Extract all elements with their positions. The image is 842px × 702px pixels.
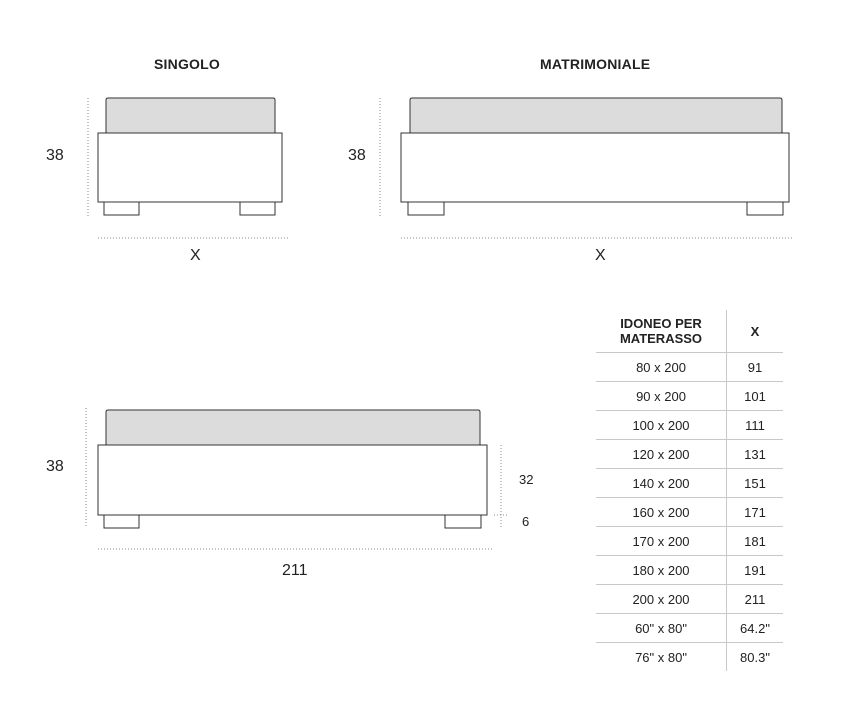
mattress-size-cell: 60" x 80" xyxy=(596,614,727,643)
side-upper-label: 32 xyxy=(519,472,534,487)
side-foot-label: 6 xyxy=(522,514,530,529)
matrimoniale-frame xyxy=(401,133,789,202)
side-mattress xyxy=(106,410,480,445)
singolo-width-label: X xyxy=(190,247,201,264)
x-value-cell: 151 xyxy=(727,469,784,498)
header-mattress: IDONEO PER MATERASSO xyxy=(619,316,703,346)
singolo-left-foot xyxy=(104,202,139,215)
side-length-label: 211 xyxy=(282,562,308,579)
mattress-size-cell: 76" x 80" xyxy=(596,643,727,672)
x-value-cell: 111 xyxy=(727,411,784,440)
x-value-cell: 101 xyxy=(727,382,784,411)
header-x: X xyxy=(727,310,784,353)
x-value-cell: 171 xyxy=(727,498,784,527)
matrimoniale-title: MATRIMONIALE xyxy=(540,56,651,72)
x-value-cell: 91 xyxy=(727,353,784,382)
table-row xyxy=(596,643,783,672)
matrimoniale-front-view xyxy=(380,98,792,238)
mattress-size-cell: 100 x 200 xyxy=(596,411,727,440)
x-value-cell: 211 xyxy=(727,585,784,614)
x-value-cell: 181 xyxy=(727,527,784,556)
x-value-cell: 131 xyxy=(727,440,784,469)
matrimoniale-width-label: X xyxy=(595,247,606,264)
table-row xyxy=(596,585,783,614)
matrimoniale-mattress xyxy=(410,98,782,133)
table-row xyxy=(596,469,783,498)
side-view xyxy=(86,408,508,549)
table-header-row xyxy=(596,310,783,353)
singolo-title: SINGOLO xyxy=(154,56,220,72)
singolo-right-foot xyxy=(240,202,275,215)
mattress-size-cell: 80 x 200 xyxy=(596,353,727,382)
table-row xyxy=(596,440,783,469)
mattress-size-cell: 200 x 200 xyxy=(596,585,727,614)
x-value-cell: 80.3" xyxy=(727,643,784,672)
matrimoniale-height-label: 38 xyxy=(348,147,366,164)
singolo-height-label: 38 xyxy=(46,147,64,164)
table-row xyxy=(596,498,783,527)
mattress-size-cell: 160 x 200 xyxy=(596,498,727,527)
side-left-foot xyxy=(104,515,139,528)
mattress-size-table xyxy=(596,310,783,671)
side-right-foot xyxy=(445,515,481,528)
table-row xyxy=(596,527,783,556)
singolo-front-view xyxy=(88,98,288,238)
mattress-size-cell: 90 x 200 xyxy=(596,382,727,411)
table-row xyxy=(596,614,783,643)
mattress-size-cell: 180 x 200 xyxy=(596,556,727,585)
table-row xyxy=(596,382,783,411)
side-frame xyxy=(98,445,487,515)
matrimoniale-left-foot xyxy=(408,202,444,215)
table-row xyxy=(596,353,783,382)
singolo-mattress xyxy=(106,98,275,133)
table-row xyxy=(596,411,783,440)
mattress-size-cell: 170 x 200 xyxy=(596,527,727,556)
x-value-cell: 191 xyxy=(727,556,784,585)
matrimoniale-right-foot xyxy=(747,202,783,215)
mattress-size-cell: 120 x 200 xyxy=(596,440,727,469)
singolo-frame xyxy=(98,133,282,202)
mattress-size-cell: 140 x 200 xyxy=(596,469,727,498)
side-height-label: 38 xyxy=(46,458,64,475)
table-row xyxy=(596,556,783,585)
x-value-cell: 64.2" xyxy=(727,614,784,643)
